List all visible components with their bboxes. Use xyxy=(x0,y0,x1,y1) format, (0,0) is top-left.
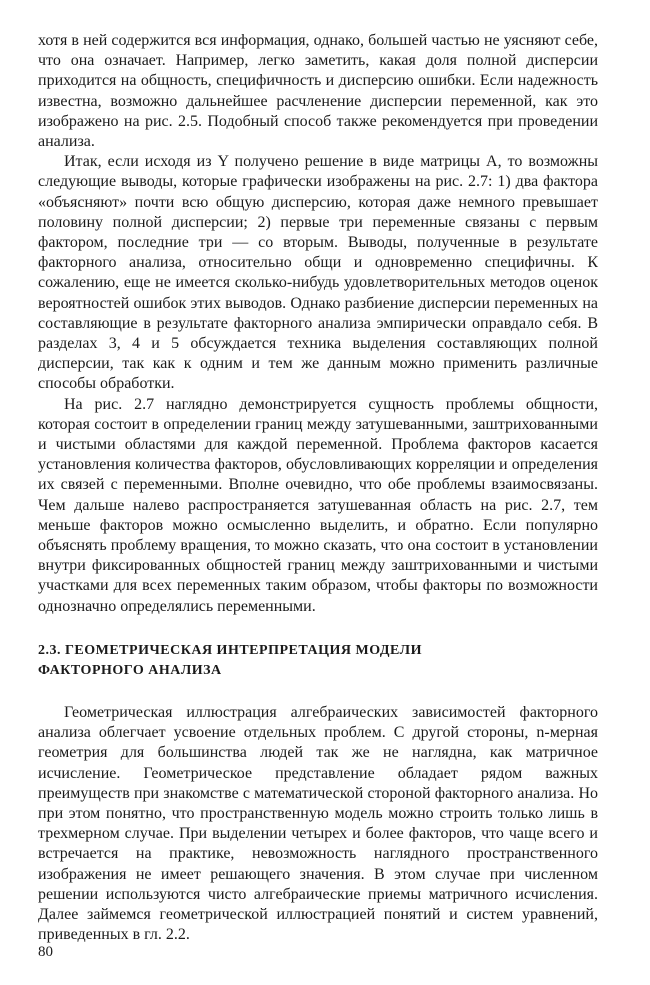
section-heading-line-2: ФАКТОРНОГО АНАЛИЗА xyxy=(38,662,222,678)
paragraph-communality-problem: На рис. 2.7 наглядно демонстрируется сущность проблемы общности, которая состоит в определении границ между затушеванными, заштрихованными и чистыми областями для каждой переменной. Проблема факторов касается установления количества факторов, обусловливающих корреляции и определения их связей с переменными. Вполне очевидно, что обе проблемы взаимосвязаны. Чем дальше налево распространяется затушеванная область на рис. 2.7, тем меньше факторов можно осмысленно выделить, и обратно. Если популярно объяснять проблему вращения, то можно сказать, что она состоит в установлении внутри фиксированных общностей границ между заштрихованными и чистыми участками для всех переменных таким образом, чтобы факторы по возможности однозначно определялись переменными. xyxy=(38,395,598,615)
section-heading-line-1: 2.3. ГЕОМЕТРИЧЕСКАЯ ИНТЕРПРЕТАЦИЯ МОДЕЛИ xyxy=(38,642,422,658)
paragraph-continuation: хотя в ней содержится вся информация, однако, большей частью не уясняют себе, что она означает. Например, легко заметить, какая доля полной дисперсии приходится на общность, специфичность и дисперсию ошибки. Если надежность известна, возможно дальнейшее расчленение дисперсии переменной, как это изображено на рис. 2.5. Подобный способ также рекомендуется при проведении анализа. xyxy=(38,32,598,151)
page-number: 80 xyxy=(38,944,53,960)
paragraph-geometric-illustration: Геометрическая иллюстрация алгебраических зависимостей факторного анализа облегчает усвоение отдельных проблем. С другой стороны, n-мерная геометрия для большинства людей так же не наглядна, как матричное исчисление. Геометрическое представление обладает рядом важных преимуществ при знакомстве с математической стороной факторного анализа. Но при этом понятно, что пространственную модель можно строить только лишь в трехмерном случае. При выделении четырех и более факторов, что чаще всего и встречается на практике, невозможность наглядного пространственного изображения не имеет решающего значения. В этом случае при численном решении используются чисто алгебраические приемы матричного исчисления. Далее займемся геометрической иллюстрацией понятий и систем уравнений, приведенных в гл. 2.2. xyxy=(38,703,598,944)
paragraph-conclusions: Итак, если исходя из Y получено решение в виде матрицы A, то возможны следующие выводы, которые графически изображены на рис. 2.7: 1) два фактора «объясняют» почти всю общую дисперсию, которая даже немного превышает половину полной дисперсии; 2) первые три переменные связаны с первым фактором, последние три — со вторым. Выводы, полученные в результате факторного анализа, относительно общи и одновременно специфичны. К сожалению, еще не имеется сколько-нибудь удовлетворительных методов оценок вероятностей ошибок этих выводов. Однако разбиение дисперсии переменных на составляющие в результате факторного анализа эмпирически оправдало себя. В разделах 3, 4 и 5 обсуждается техника выделения составляющих полной дисперсии, так как к одним и тем же данным можно применить различные способы обработки. xyxy=(38,153,598,393)
section-heading xyxy=(38,641,598,681)
